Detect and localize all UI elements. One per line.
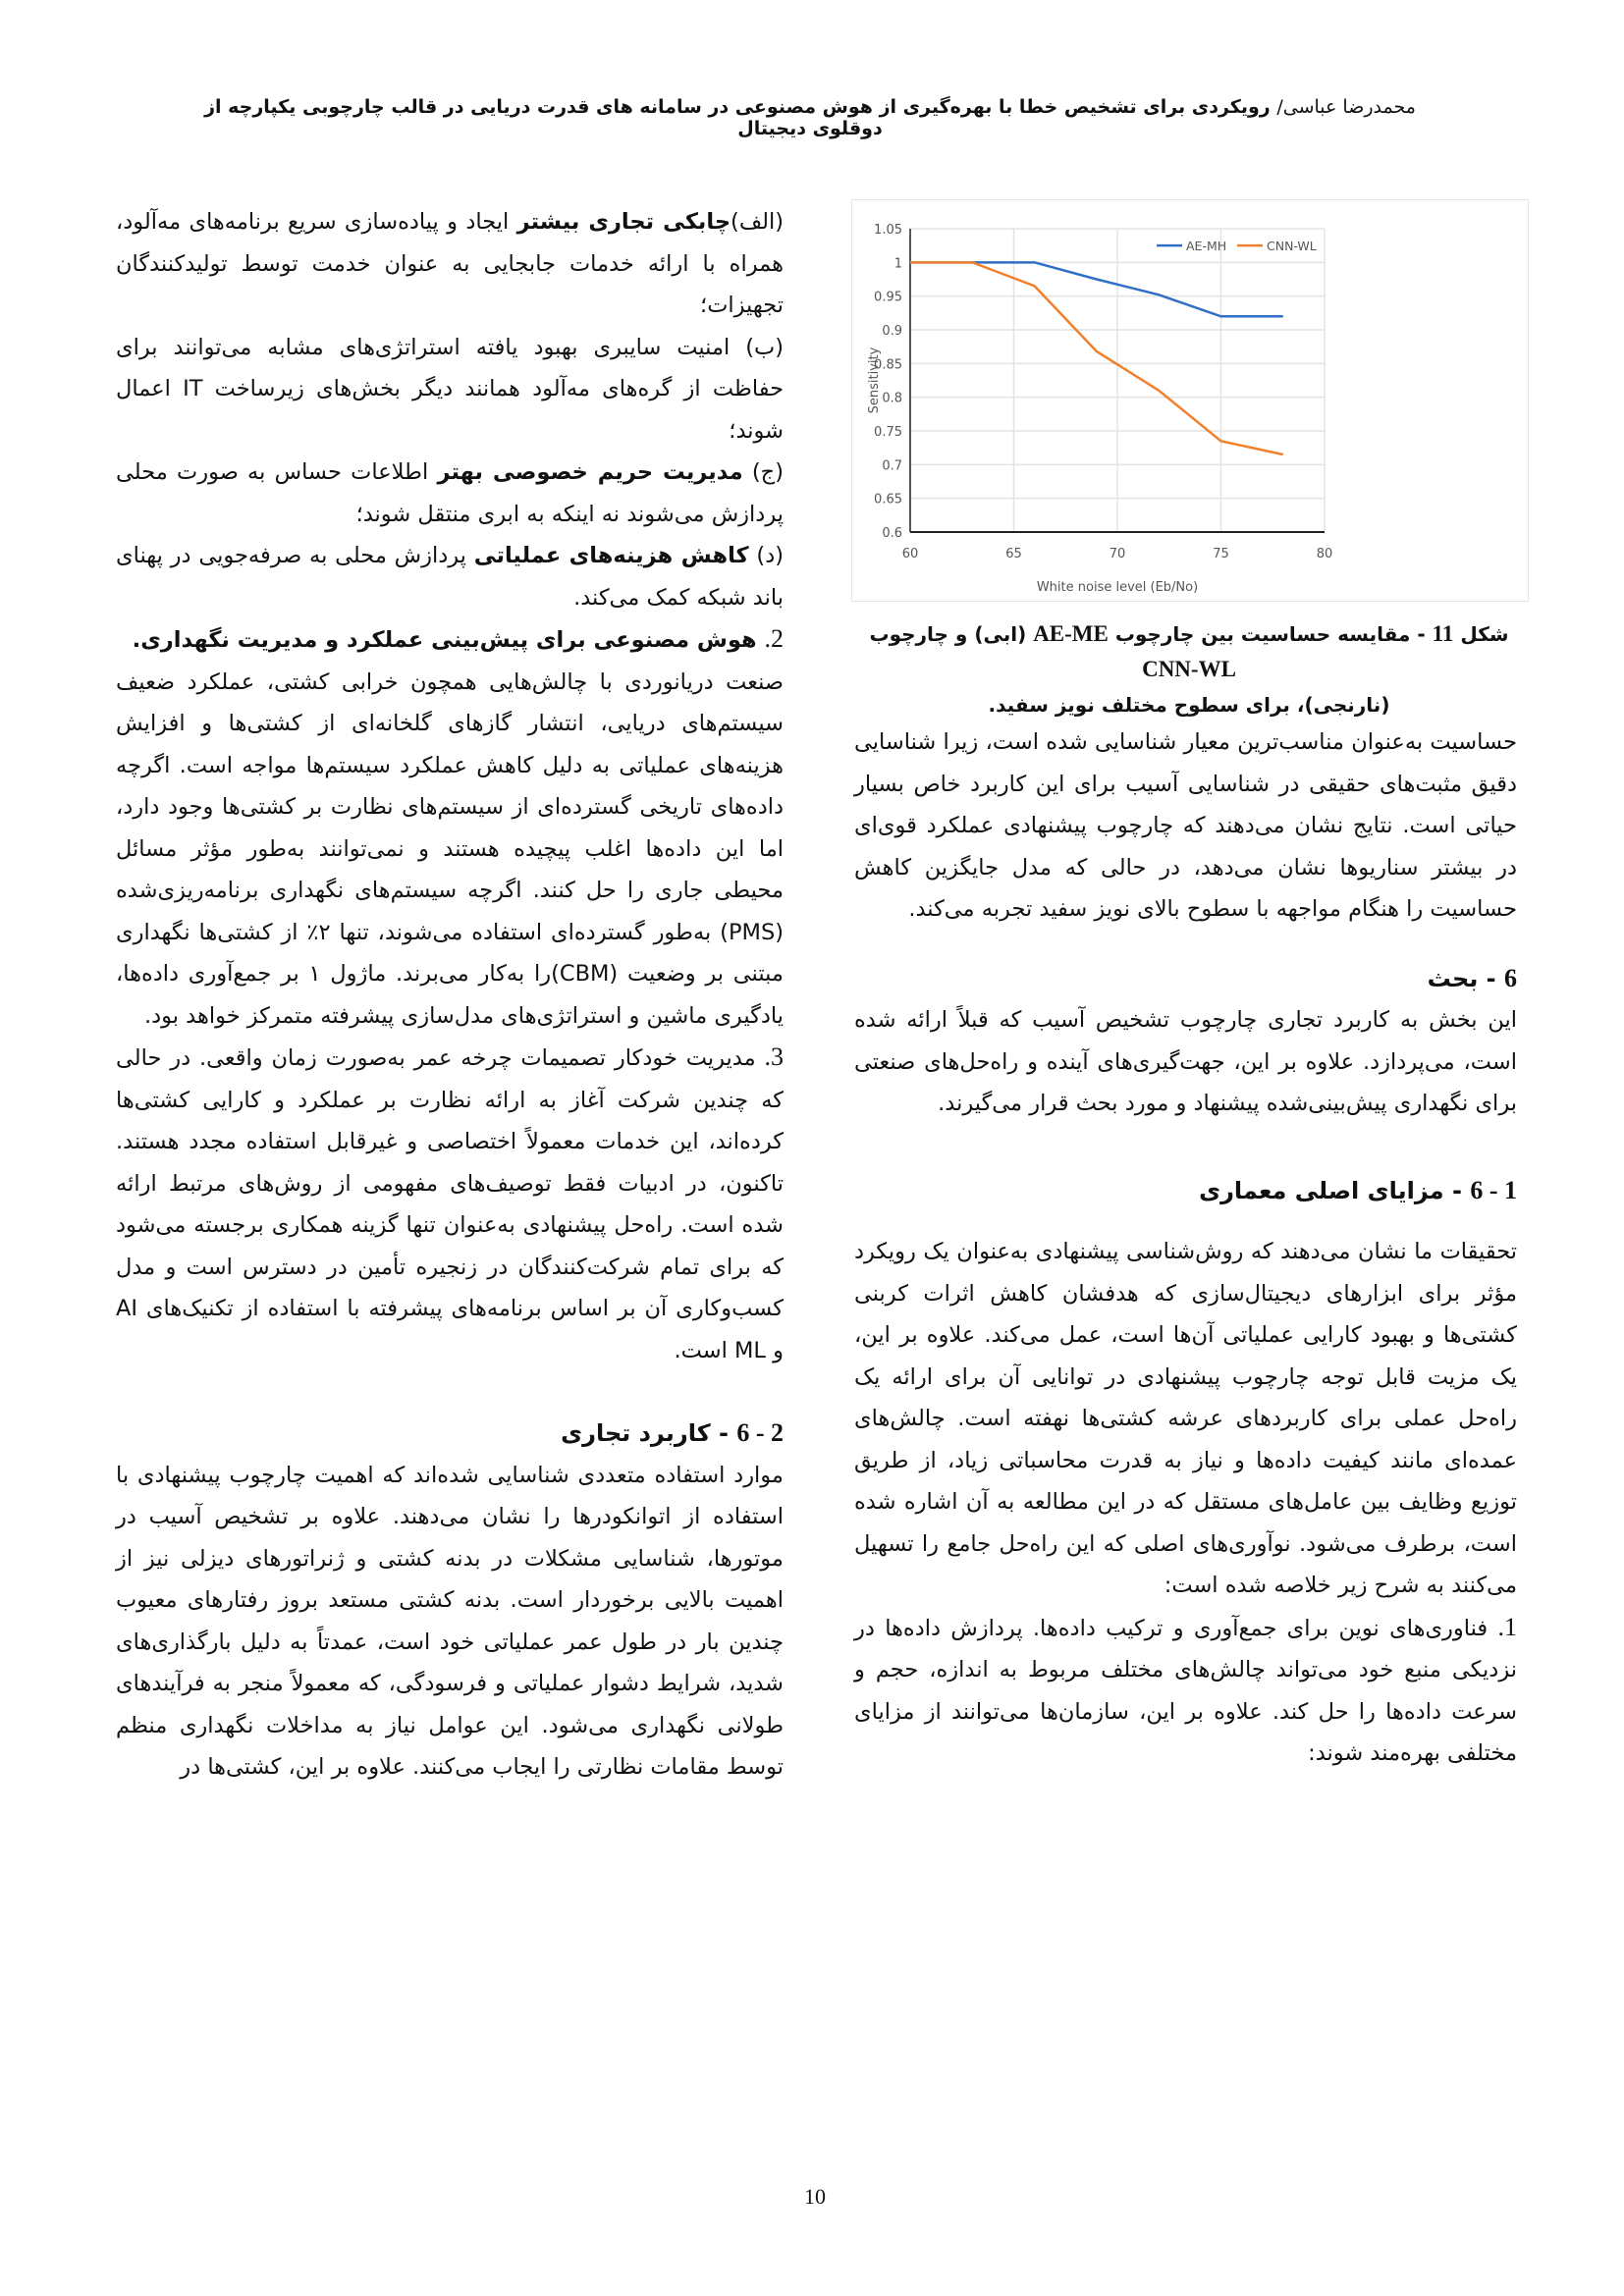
- numbered-item-1: 1. فناوری‌های نوین برای جمع‌آوری و ترکیب داده‌ها. پردازش داده‌ها در نزدیکی منبع خود می‌تواند چالش‌های مختلف مربوط به اندازه، حجم و سرعت داده‌ها را حل کند. علاوه بر این، سازمان‌ها می‌توانند از مزایای مختلفی بهره‌مند شوند:: [854, 1612, 1517, 1766]
- numbered-item-2: 2. هوش مصنوعی برای پیش‌بینی عملکرد و مدیریت نگهداری.: [132, 624, 784, 653]
- figure-11-chart: [851, 199, 1529, 602]
- figure-caption: شکل 11 - مقایسه حساسیت بین چارچوب AE-ME (ابی) و چارچوب CNN-WL (نارنجی)، برای سطوح مختلف نویز سفید.: [869, 621, 1509, 717]
- chart-series: [910, 262, 1283, 454]
- paragraph-architecture-advantages: تحقیقات ما نشان می‌دهند که روش‌شناسی پیشنهادی به‌عنوان یک رویکرد مؤثر برای ابزارهای دیجیتال‌سازی که هدفشان کاهش اثرات کربنی کشتی‌ها و بهبود کارایی عملیاتی آن‌ها است، عمل می‌کند. علاوه بر این، یک مزیت قابل توجه چارچوب پیشنهادی در توانایی آن برای ارائه یک راه‌حل عملی برای کاربردهای عرشه کشتی‌ها نهفته است. چالش‌های عمده‌ای مانند کیفیت داده‌ها و نیاز به قدرت محاسباتی زیاد، از طریق توزیع وظایف بین عامل‌های مستقل که در این مطالعه به آن اشاره شده است، برطرف می‌شود. نوآوری‌های اصلی که این راه‌حل جامع را تسهیل می‌کنند به شرح زیر خلاصه شده است:: [854, 1239, 1517, 1598]
- x-tick-label: 60: [901, 547, 919, 561]
- x-tick-label: 75: [1213, 547, 1229, 561]
- series-line-ae-mh: [910, 262, 1283, 316]
- y-tick-label: 0.95: [874, 290, 902, 305]
- list-item-b: (ب) امنیت سایبری بهبود یافته استراتژی‌های مشابه می‌توانند برای حفاظت از گره‌های مه‌آلود همانند دیگر بخش‌های زیرساخت IT اعمال شوند؛: [116, 334, 784, 444]
- chart-legend: [1157, 239, 1317, 253]
- paragraph-sensitivity: حساسیت به‌عنوان مناسب‌ترین معیار شناسایی شده است، زیرا شناسایی دقیق مثبت‌های حقیقی در شناسایی آسیب برای این کاربرد خاص بسیار حیاتی است. نتایج نشان می‌دهند که چارچوب پیشنهادی عملکرد قوی‌ای در بیشتر سناریوها نشان می‌دهد، در حالی که مدل جایگزین کاهش حساسیت را هنگام مواجهه با سطوح بالای نویز سفید تجربه می‌کند.: [854, 729, 1517, 922]
- running-header: [196, 96, 1424, 139]
- y-tick-label: 1.05: [874, 223, 902, 238]
- y-tick-label: 0.9: [882, 324, 902, 339]
- series-line-cnn-wl: [910, 262, 1283, 454]
- y-axis-label: Sensitivity: [867, 347, 882, 414]
- section-heading-6: 6 - بحث: [1427, 963, 1517, 992]
- list-item-d: (د) کاهش هزینه‌های عملیاتی پردازش محلی به صرفه‌جویی در پهنای باند شبکه کمک می‌کند.: [116, 543, 784, 611]
- right-column: [854, 721, 1517, 1775]
- y-tick-label: 0.8: [882, 391, 902, 406]
- y-tick-label: 0.85: [874, 357, 902, 373]
- paragraph-ai-maintenance: صنعت دریانوردی با چالش‌هایی همچون خرابی کشتی، عملکرد ضعیف سیستم‌های دریایی، انتشار گازهای گلخانه‌ای از کشتی‌ها و افزایش هزینه‌های عملیاتی به دلیل کاهش عملکرد سیستم‌ها مواجه است. اگرچه داده‌های تاریخی گسترده‌ای از سیستم‌های نظارت بر کشتی‌ها وجود دارد، اما این داده‌ها اغلب پیچیده هستند و نمی‌توانند به‌طور مؤثر مسائل محیطی جاری را حل کنند. اگرچه سیستم‌های نگهداری برنامه‌ریزی‌شده (PMS) به‌طور گسترده‌ای استفاده می‌شوند، تنها ۲٪ از کشتی‌ها نگهداری مبتنی بر وضعیت (CBM)را به‌کار می‌برند. ماژول ۱ بر جمع‌آوری داده‌ها، یادگیری ماشین و استراتژی‌های مدل‌سازی پیشرفته متمرکز خواهد بود.: [116, 668, 785, 1029]
- left-column: [116, 201, 784, 1789]
- paragraph-discussion: این بخش به کاربرد تجاری چارچوب تشخیص آسیب که قبلاً ارائه شده است، می‌پردازد. علاوه بر این، جهت‌گیری‌های آینده و راه‌حل‌های صنعتی برای نگهداری پیش‌بینی‌شده پیشنهاد و مورد بحث قرار می‌گیرند.: [854, 1007, 1517, 1116]
- section-heading-6-1: 1 - 6 - مزایای اصلی معماری: [1199, 1175, 1517, 1204]
- y-tick-label: 1: [893, 256, 902, 272]
- legend-label: AE-MH: [1186, 239, 1227, 254]
- y-tick-label: 0.75: [874, 425, 902, 440]
- legend-label: CNN-WL: [1267, 239, 1317, 254]
- y-tick-label: 0.65: [874, 492, 902, 507]
- list-item-c: (ج) مدیریت حریم خصوصی بهتر اطلاعات حساس به صورت محلی پردازش می‌شوند نه اینکه به ابری منتقل شوند؛: [116, 459, 784, 527]
- chart-gridlines: [910, 229, 1325, 532]
- x-tick-label: 65: [1005, 547, 1022, 561]
- page-number: 10: [804, 2184, 826, 2209]
- bold-term: چابکی تجاری بیشتر: [516, 209, 731, 235]
- sensitivity-line-chart: [852, 200, 1528, 601]
- paragraph-commercial-use: موارد استفاده متعددی شناسایی شده‌اند که اهمیت چارچوب پیشنهادی با استفاده از اتوانکودرها را نشان می‌دهند. علاوه بر تشخیص آسیب در موتورها، شناسایی مشکلات در بدنه کشتی و ژنراتورهای دیزلی نیز از اهمیت بالایی برخوردار است. بدنه کشتی مستعد بروز رفتارهای معیوب چندین بار در طول عمر عملیاتی خود است، عمدتاً به دلیل بارگذاری‌های شدید، شرایط دشوار عملیاتی و فرسودگی، که معمولاً منجر به فرآیندهای طولانی نگهداری می‌شود. این عوامل نیاز به مداخلات نگهداری منظم توسط مقامات نظارتی را ایجاب می‌کنند. علاوه بر این، کشتی‌ها در: [116, 1462, 784, 1780]
- y-tick-label: 0.7: [882, 458, 902, 474]
- header-author: محمدرضا عباسی/: [1276, 96, 1416, 118]
- bold-term: مدیریت حریم خصوصی بهتر: [437, 459, 743, 485]
- section-heading-6-2: 2 - 6 - کاربرد تجاری: [561, 1418, 784, 1447]
- header-title: رویکردی برای تشخیص خطا با بهره‌گیری از هوش مصنوعی در سامانه های قدرت دریایی در قالب چارچوبی یکپارچه از دوقلوی دیجیتال: [204, 96, 1271, 139]
- list-item-a: (الف)چابکی تجاری بیشتر ایجاد و پیاده‌سازی سریع برنامه‌های مه‌آلود، همراه با ارائه خدمات جابجایی به عنوان خدمت توسط تولیدکنندگان تجهیزات؛: [116, 209, 785, 318]
- x-tick-label: 80: [1316, 547, 1333, 561]
- x-tick-label: 70: [1109, 547, 1126, 561]
- y-tick-label: 0.6: [882, 526, 902, 541]
- x-axis-label: White noise level (Eb/No): [1036, 580, 1199, 595]
- chart-axes: [867, 223, 1332, 595]
- bold-term: کاهش هزینه‌های عملیاتی: [473, 543, 749, 568]
- numbered-item-3: 3. مدیریت خودکار تصمیمات چرخه عمر به‌صورت زمان واقعی. در حالی که چندین شرکت آغاز به ارائه نظارت بر عملکرد و کارایی کشتی‌ها کرده‌اند، این خدمات معمولاً اختصاصی و غیرقابل استفاده مجدد هستند. تاکنون، در ادبیات فقط توصیف‌های مفهومی از روش‌های مرتبط ارائه شده است. راه‌حل پیشنهادی به‌عنوان تنها گزینه همکاری برجسته می‌شود که برای تمام شرکت‌کنندگان در زنجیره تأمین در دسترس است و مدل کسب‌وکاری آن بر اساس برنامه‌های پیشرفته با استفاده از تکنیک‌های AI و ML است.: [116, 1042, 784, 1363]
